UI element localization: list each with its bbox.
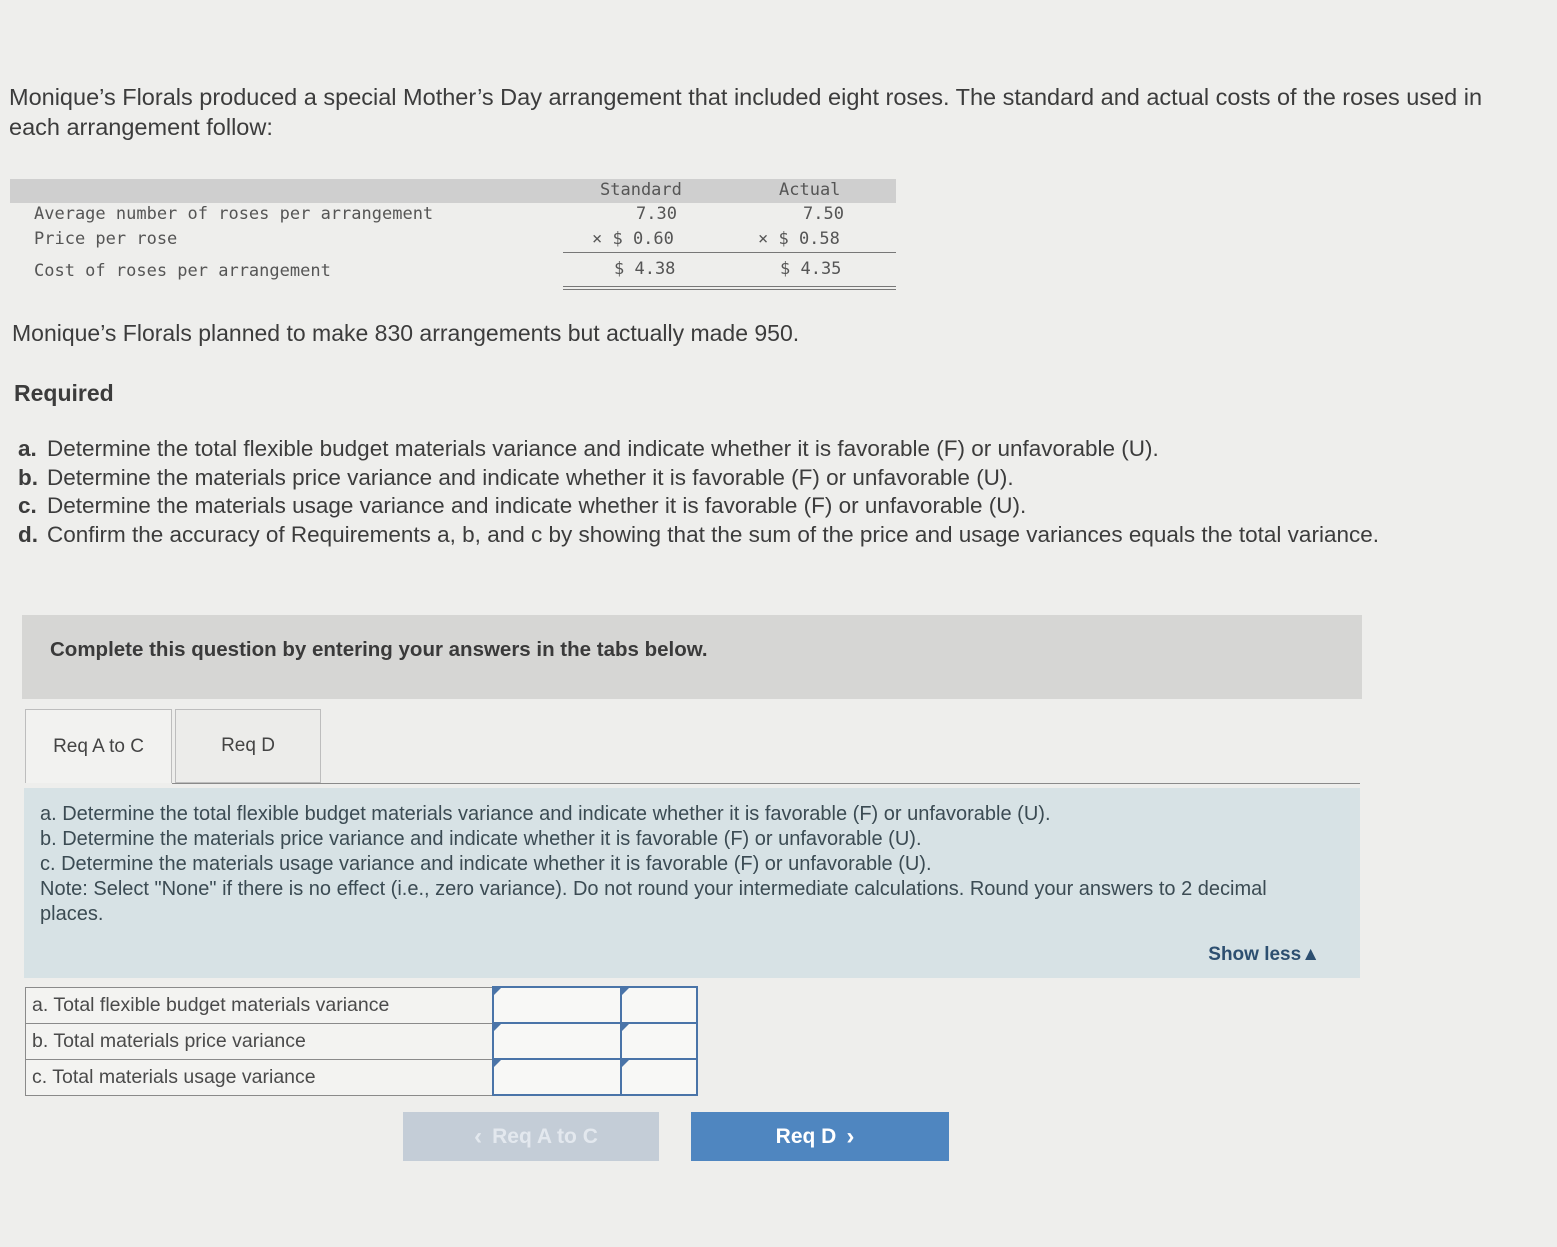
prev-button[interactable] [403,1112,659,1161]
required-text: Determine the materials usage variance and indicate whether it is favorable (F) or unfavorable (U). [47,493,1027,518]
tab-req-d[interactable]: Req D [175,709,321,783]
chevron-left-icon: ‹ [474,1122,483,1150]
required-marker-icon [494,988,501,995]
variance-amount-field[interactable] [494,987,624,1023]
chevron-right-icon: › [846,1122,855,1150]
table-row [26,987,698,1023]
required-text: Confirm the accuracy of Requirements a, b, and c by showing that the sum of the price and usage variances equals the total variance. [47,521,1379,547]
row-label: Average number of roses per arrangement [34,204,434,224]
table-row [26,1023,698,1059]
next-button-label: Req D [775,1124,837,1148]
col-actual-header: Actual [779,180,841,200]
subtotal-rule [563,252,896,253]
required-marker-icon [622,1024,629,1031]
cost-table-header-band [10,179,896,203]
required-item [18,464,1418,493]
row-label: Cost of roses per arrangement [34,261,331,281]
required-text: Determine the materials price variance and indicate whether it is favorable (F) or unfavorable (U). [47,464,1014,490]
show-less-link[interactable]: Show less▲ [1208,944,1320,965]
favorable-select[interactable] [621,1059,697,1095]
required-heading: Required [14,380,114,406]
prev-button-label: Req A to C [492,1124,598,1148]
variance-amount-input[interactable] [493,987,621,1023]
plan-text: Monique’s Florals planned to make 830 arrangements but actually made 950. [12,320,800,346]
required-marker-icon [622,988,629,995]
row-label: Price per rose [34,229,178,249]
answer-label: c. Total materials usage variance [26,1059,494,1095]
actual-value: $ 4.35 [780,259,842,279]
required-list [18,435,1418,549]
problem-intro: Monique’s Florals produced a special Mother’s Day arrangement that included eight roses. The standard and actual costs of the roses used in each arrangement follow: [9,84,1483,140]
favorable-select[interactable] [621,987,697,1023]
actual-value: × $ 0.58 [758,229,840,249]
total-double-rule-top [563,286,896,287]
next-button[interactable] [691,1112,949,1161]
instruction-note: Note: Select "None" if there is no effect (i.e., zero variance). Do not round your intermediate calculations. Round your answers to 2 decimal places. [40,878,1267,925]
required-item [18,435,1418,464]
required-item [18,492,1418,521]
required-item [18,521,1418,550]
standard-value: × $ 0.60 [592,229,674,249]
table-row [26,1059,698,1095]
answer-label: a. Total flexible budget materials variance [26,987,494,1023]
favorable-select[interactable] [621,1023,697,1059]
required-marker-icon [622,1060,629,1067]
tab-underline [172,783,1360,784]
answer-table [25,986,698,1096]
instruction-line-b: b. Determine the materials price variance and indicate whether it is favorable (F) or unfavorable (U). [40,828,922,850]
col-standard-header: Standard [600,180,682,200]
variance-amount-field[interactable] [494,1023,624,1059]
variance-amount-input[interactable] [493,1059,621,1095]
required-marker-icon [494,1024,501,1031]
answer-label: b. Total materials price variance [26,1023,494,1059]
standard-value: $ 4.38 [614,259,676,279]
variance-amount-input[interactable] [493,1023,621,1059]
tab-req-a-to-c[interactable]: Req A to C [25,709,172,783]
standard-value: 7.30 [636,204,677,224]
banner-text: Complete this question by entering your answers in the tabs below. [50,638,708,661]
actual-value: 7.50 [803,204,844,224]
required-letter: a. [18,436,37,461]
required-letter: c. [18,493,37,518]
instruction-line-c: c. Determine the materials usage variance and indicate whether it is favorable (F) or unfavorable (U). [40,853,932,875]
required-marker-icon [494,1060,501,1067]
required-text: Determine the total flexible budget materials variance and indicate whether it is favorable (F) or unfavorable (U). [47,436,1159,461]
instructions-text [40,802,1300,927]
cost-table [10,179,896,291]
instruction-banner [22,615,1362,699]
variance-amount-field[interactable] [494,1059,624,1095]
total-double-rule-bottom [563,289,896,290]
required-letter: d. [18,521,38,547]
instruction-line-a: a. Determine the total flexible budget materials variance and indicate whether it is favorable (F) or unfavorable (U). [40,803,1051,825]
required-letter: b. [18,464,38,490]
instructions-panel [24,788,1360,978]
